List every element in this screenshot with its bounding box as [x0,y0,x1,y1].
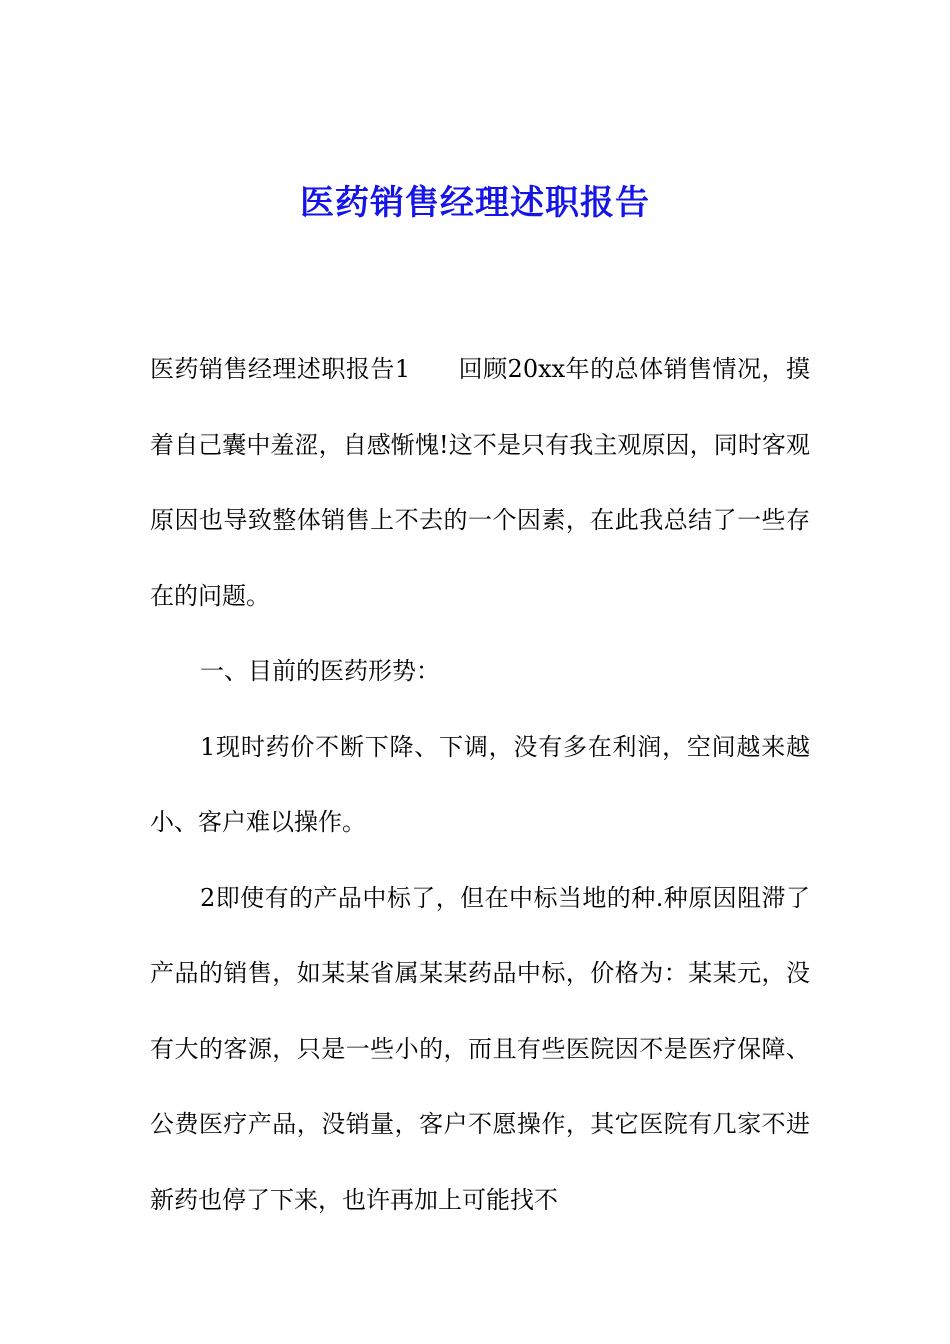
section-heading: 一、目前的医药形势： [200,657,440,685]
report-heading-inline: 医药销售经理述职报告1 [150,355,411,383]
paragraph-item-1: 1现时药价不断下降、下调，没有多在利润，空间越来越小、客户难以操作。 [150,732,810,836]
document-title: 医药销售经理述职报告 [300,183,650,223]
paragraph-intro [150,332,810,634]
paragraph-text: 回顾20xx年的总体销售情况，摸着自己囊中羞涩，自感惭愧!这不是只有我主观原因，同时客观原因也导致整体销售上不去的一个因素，在此我总结了一些存在的问题。 [150,355,810,610]
document-body [150,332,810,1238]
paragraph-item-2: 2即使有的产品中标了，但在中标当地的种.种原因阻滞了产品的销售，如某某省属某某药品中标，价格为：某某元，没有大的客源，只是一些小的，而且有些医院因不是医疗保障、公费医疗产品，没销量，客户不愿操作，其它医院有几家不进新药也停了下来，也许再加上可能找不 [150,883,810,1214]
